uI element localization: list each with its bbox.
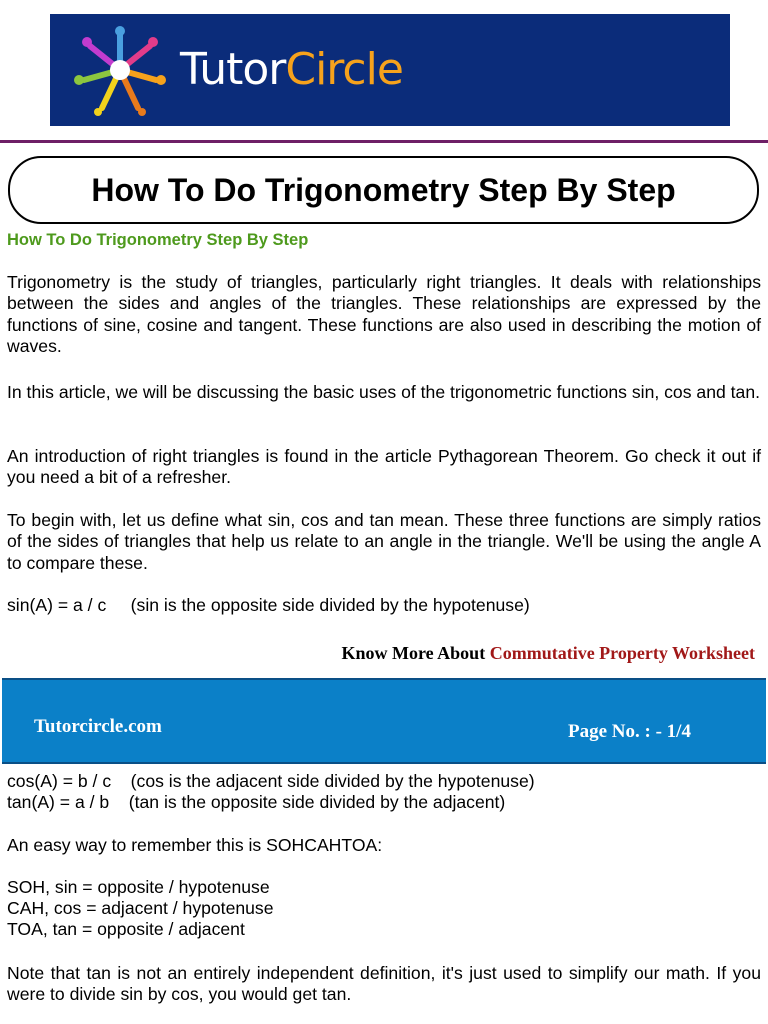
title-box <box>8 156 759 224</box>
formula-sin: sin(A) = a / c (sin is the opposite side divided by the hypotenuse) <box>7 595 530 615</box>
paragraph-tan-note: Note that tan is not an entirely independent definition, it's just used to simplify our math. If you were to divide sin by cos, you would get tan. <box>7 963 761 1005</box>
mnemonic-soh: SOH, sin = opposite / hypotenuse <box>7 877 270 897</box>
brand-wordmark <box>180 44 403 95</box>
tutorcircle-logo-icon <box>70 24 170 116</box>
header-divider <box>0 140 768 143</box>
page-number: Page No. : - 1/4 <box>568 721 691 742</box>
paragraph-article-scope: In this article, we will be discussing the basic uses of the trigonometric functions sin, cos and tan. <box>7 382 760 402</box>
section-subtitle: How To Do Trigonometry Step By Step <box>7 231 309 249</box>
paragraph-right-triangles: An introduction of right triangles is found in the article Pythagorean Theorem. Go check it out if you need a bit of a refresher. <box>7 446 761 488</box>
footer-site[interactable]: Tutorcircle.com <box>34 716 162 737</box>
mnemonic-cah: CAH, cos = adjacent / hypotenuse <box>7 898 274 918</box>
brand-word-tutor: Tutor <box>180 44 286 95</box>
logo-banner <box>50 14 730 126</box>
know-more-prefix: Know More About <box>341 643 490 663</box>
formula-cos: cos(A) = b / c (cos is the adjacent side divided by the hypotenuse) <box>7 771 535 791</box>
sohcahtoa-intro: An easy way to remember this is SOHCAHTOA: <box>7 835 383 855</box>
paragraph-intro: Trigonometry is the study of triangles, particularly right triangles. It deals with relationships between the sides and angles of the triangles. These relationships are expressed by the functions of sine, cosine and tangent. These functions are also used in describing the motion of waves. <box>7 272 761 357</box>
paragraph-definitions: To begin with, let us define what sin, cos and tan mean. These three functions are simply ratios of the sides of triangles that help us relate to an angle in the triangle. We'll be using the angle A to compare these. <box>7 510 761 573</box>
page-title: How To Do Trigonometry Step By Step <box>91 171 676 208</box>
brand-word-circle: Circle <box>285 44 403 95</box>
know-more <box>342 643 755 664</box>
mnemonic-toa: TOA, tan = opposite / adjacent <box>7 919 245 939</box>
formula-tan: tan(A) = a / b (tan is the opposite side divided by the adjacent) <box>7 792 506 812</box>
know-more-link[interactable]: Commutative Property Worksheet <box>489 643 755 663</box>
page-footer <box>2 678 766 764</box>
